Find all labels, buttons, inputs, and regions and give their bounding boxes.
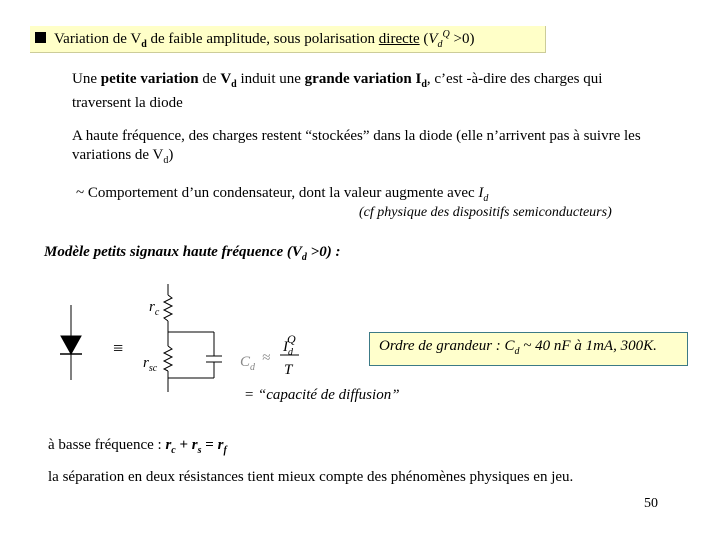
- circuit-diagram: [0, 270, 370, 400]
- diode-symbol: [60, 305, 82, 380]
- model-heading: Modèle petits signaux haute fréquence $(V_d >0)$ :: [44, 244, 341, 263]
- denominator: T: [284, 362, 293, 378]
- order-of-magnitude-text: Ordre de grandeur : $C_d$ ~ 40 nF à 1mA, 300K.: [379, 338, 657, 357]
- diffusion-capacitance-label: = “capacité de diffusion”: [244, 387, 400, 403]
- capacitor-symbol: [206, 356, 222, 362]
- paragraph-high-frequency: A haute fréquence, des charges restent “stockées” dans la diode (elle n’arrivent pas à suivre les variations de $V_d$): [72, 128, 641, 166]
- slide-title: Variation de $V_d$ de faible amplitude, sous polarisation directe $(V_d^Q >0)$: [54, 29, 475, 50]
- reference-note: (cf physique des dispositifs semiconducteurs): [359, 205, 612, 220]
- paragraph-variation: Une petite variation de $V_d$ induit une grande variation $I_d$, c’est -à-dire des charges qui traversent la diode: [72, 71, 603, 111]
- resistor-rc: [164, 295, 172, 321]
- numerator-q: Q: [287, 332, 296, 346]
- label-cd: $C_d$: [240, 354, 256, 373]
- label-rsc: $r_{sc}$: [143, 355, 158, 374]
- paragraph-capacitor-behaviour: ~ Comportement d’un condensateur, dont la valeur augmente avec $I_d$: [76, 185, 489, 204]
- label-rc: $r_c$: [149, 299, 160, 318]
- equivalence-sign: ≡: [113, 338, 124, 358]
- low-frequency-relation: à basse fréquence : $r_c + r_s = r_f$: [48, 437, 227, 456]
- approx-sign: ≈: [262, 350, 271, 366]
- separation-sentence: la séparation en deux résistances tient mieux compte des phénomènes physiques en jeu.: [48, 469, 574, 485]
- numerator: $I_d$: [283, 339, 293, 358]
- square-bullet-icon: [35, 32, 46, 43]
- resistor-rsc: [164, 346, 172, 371]
- page-number: 50: [644, 496, 658, 511]
